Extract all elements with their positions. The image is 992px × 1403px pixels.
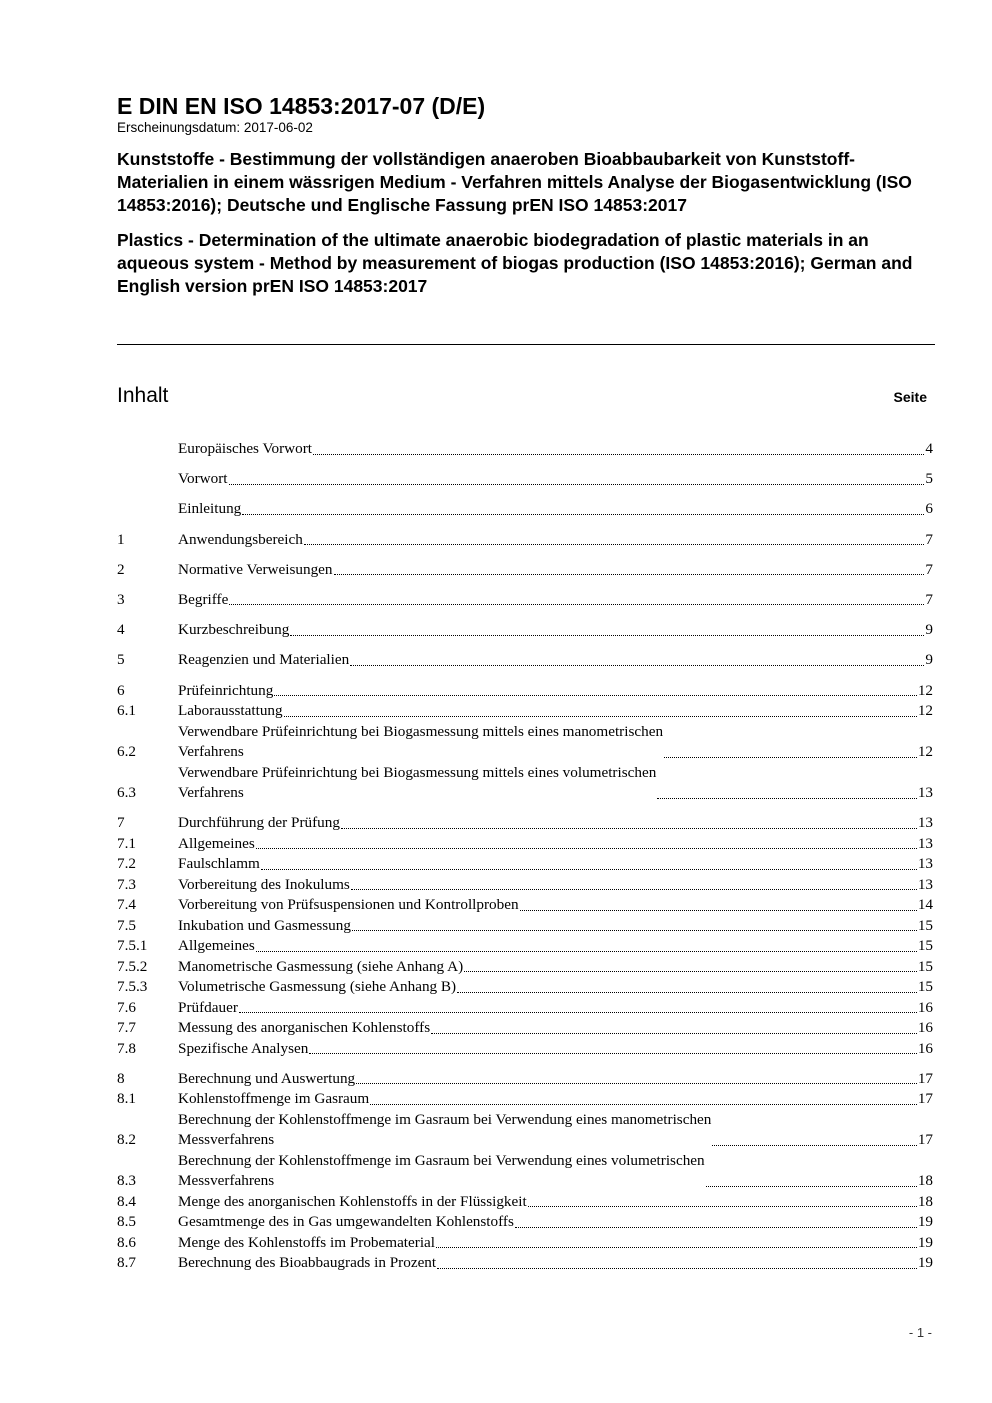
toc-entry-page: 19 [917, 1213, 933, 1231]
toc-entry-label: Berechnung der Kohlenstoffmenge im Gasraum bei Verwendung eines volumetrischen Messverfahrens [178, 1151, 705, 1190]
toc-entry[interactable] [117, 1253, 933, 1274]
toc-entry-page: 14 [917, 896, 933, 914]
toc-entry-number: 8.3 [117, 1172, 136, 1190]
toc-entry-page: 19 [917, 1254, 933, 1272]
toc-entry-label: Anwendungsbereich [178, 530, 303, 548]
toc-entry-label: Vorwort [178, 470, 228, 488]
toc-entry[interactable] [117, 1069, 933, 1090]
toc-entry[interactable] [117, 1151, 933, 1192]
toc-leader-dots [352, 930, 917, 931]
toc-entry-page: 12 [917, 681, 933, 699]
toc-leader-dots [464, 971, 917, 972]
toc-entry-label: Faulschlamm [178, 855, 260, 873]
toc-leader-dots [657, 798, 917, 799]
toc-entry-label-wrap [178, 763, 918, 804]
toc-entry[interactable] [117, 499, 933, 520]
toc-entry-label: Durchführung der Prüfung [178, 814, 340, 832]
toc-entry-number: 7.2 [117, 855, 136, 873]
toc-entry-number: 7.6 [117, 998, 136, 1016]
toc-entry-number: 8 [117, 1069, 125, 1087]
toc-leader-dots [437, 1268, 917, 1269]
toc-entry-number: 8.1 [117, 1090, 136, 1108]
table-of-contents [117, 439, 933, 1274]
title-english: Plastics - Determination of the ultimate anaerobic biodegradation of plastic materials in an aqueous system - Method by measurement of biogas production (ISO 14853:2016); German and English version prEN ISO 14853:2017 [117, 230, 913, 296]
toc-entry-label: Vorbereitung von Prüfsuspensionen und Kontrollproben [178, 896, 519, 914]
toc-entry-label-wrap [178, 998, 918, 1019]
toc-entry-label-wrap [178, 560, 925, 581]
toc-entry-number: 7.5.2 [117, 957, 148, 975]
toc-entry-page: 13 [917, 855, 933, 873]
toc-entry-number: 6.2 [117, 743, 136, 760]
toc-leader-dots [436, 1247, 917, 1248]
toc-entry[interactable] [117, 1233, 933, 1254]
toc-entry-page: 18 [917, 1172, 933, 1190]
toc-entry[interactable] [117, 1018, 933, 1039]
toc-entry-page: 17 [917, 1090, 933, 1108]
toc-entry-label: Prüfdauer [178, 998, 238, 1016]
toc-leader-dots [261, 869, 917, 870]
toc-entry-page: 16 [917, 1019, 933, 1037]
toc-entry[interactable] [117, 722, 933, 763]
toc-entry-number: 8.5 [117, 1213, 136, 1231]
toc-entry-label-wrap [178, 1212, 918, 1233]
toc-entry-label-wrap [178, 1089, 918, 1110]
toc-entry-number: 5 [117, 651, 125, 669]
toc-entry[interactable] [117, 681, 933, 702]
toc-entry[interactable] [117, 701, 933, 722]
toc-entry-label: Inkubation und Gasmessung [178, 916, 351, 934]
toc-leader-dots [350, 665, 924, 666]
toc-entry-label: Manometrische Gasmessung (siehe Anhang A) [178, 957, 464, 975]
toc-entry-label-wrap [178, 439, 925, 460]
toc-entry[interactable] [117, 875, 933, 896]
toc-entry-number: 4 [117, 621, 125, 639]
toc-entry-label: Allgemeines [178, 937, 255, 955]
toc-entry-label: Messung des anorganischen Kohlenstoffs [178, 1019, 431, 1037]
toc-heading-row [117, 384, 927, 408]
toc-entry[interactable] [117, 1110, 933, 1151]
toc-entry-number: 7.4 [117, 896, 136, 914]
toc-leader-dots [520, 910, 917, 911]
toc-entry-label: Gesamtmenge des in Gas umgewandelten Kohlenstoffs [178, 1213, 514, 1231]
toc-entry-page: 13 [917, 875, 933, 893]
toc-entry-label: Volumetrische Gasmessung (siehe Anhang B) [178, 978, 457, 996]
toc-entry[interactable] [117, 895, 933, 916]
toc-entry-label-wrap [178, 701, 918, 722]
toc-entry-label-wrap [178, 620, 925, 641]
toc-leader-dots [356, 1083, 917, 1084]
toc-leader-dots [256, 848, 917, 849]
toc-leader-dots [528, 1206, 917, 1207]
toc-entry-number: 6.1 [117, 702, 136, 719]
toc-entry[interactable] [117, 763, 933, 804]
toc-entry-label-wrap [178, 936, 918, 957]
toc-entry-page: 13 [917, 834, 933, 852]
toc-entry-number: 3 [117, 590, 125, 608]
toc-entry-label: Verwendbare Prüfeinrichtung bei Biogasmessung mittels eines volumetrischen Verfahrens [178, 763, 657, 801]
toc-leader-dots [457, 992, 917, 993]
toc-entry-page: 15 [917, 937, 933, 955]
toc-entry-page: 15 [917, 978, 933, 996]
toc-entry-label-wrap [178, 1151, 918, 1192]
toc-entry-label: Einleitung [178, 500, 242, 518]
toc-leader-dots [431, 1033, 917, 1034]
toc-entry-page: 19 [917, 1233, 933, 1251]
toc-entry-page: 18 [917, 1192, 933, 1210]
toc-entry-page: 7 [925, 530, 933, 548]
toc-entry-label-wrap [178, 875, 918, 896]
toc-entry-page: 5 [925, 470, 933, 488]
toc-entry[interactable] [117, 977, 933, 998]
toc-entry-label-wrap [178, 1039, 918, 1060]
toc-entry-label-wrap [178, 681, 918, 702]
toc-entry-label: Prüfeinrichtung [178, 681, 274, 699]
toc-entry-label: Normative Verweisungen [178, 560, 333, 578]
toc-entry-label-wrap [178, 854, 918, 875]
toc-entry[interactable] [117, 834, 933, 855]
toc-entry-page: 7 [925, 560, 933, 578]
toc-leader-dots [242, 514, 924, 515]
toc-entry-number: 7.7 [117, 1019, 136, 1037]
toc-entry-label-wrap [178, 499, 925, 520]
toc-entry-label-wrap [178, 722, 918, 763]
toc-leader-dots [515, 1227, 917, 1228]
toc-leader-dots [334, 574, 925, 575]
toc-entry-label-wrap [178, 977, 918, 998]
toc-entry-label: Verwendbare Prüfeinrichtung bei Biogasmessung mittels eines manometrischen Verfahrens [178, 722, 664, 760]
toc-entry-number: 6.3 [117, 784, 136, 801]
toc-entry-number: 1 [117, 530, 125, 548]
toc-entry-page: 17 [917, 1131, 933, 1149]
toc-entry[interactable] [117, 1192, 933, 1213]
toc-entry-label-wrap [178, 916, 918, 937]
toc-entry-page: 13 [917, 814, 933, 832]
toc-leader-dots [284, 716, 917, 717]
toc-entry[interactable] [117, 439, 933, 460]
toc-entry-number: 6 [117, 681, 125, 699]
toc-entry-page: 12 [917, 702, 933, 719]
toc-entry-page: 4 [925, 440, 933, 457]
toc-leader-dots [712, 1145, 916, 1146]
toc-entry-label-wrap [178, 1110, 918, 1151]
toc-entry-label-wrap [178, 590, 925, 611]
toc-leader-dots [664, 757, 917, 758]
toc-entry-page: 16 [917, 1039, 933, 1057]
toc-entry-label-wrap [178, 530, 925, 551]
toc-entry[interactable] [117, 998, 933, 1019]
toc-entry[interactable] [117, 1039, 933, 1060]
toc-page-label: Seite [893, 389, 927, 405]
toc-leader-dots [706, 1186, 917, 1187]
toc-entry-label-wrap [178, 1069, 918, 1090]
toc-entry-page: 9 [925, 651, 933, 669]
toc-entry-label: Allgemeines [178, 834, 255, 852]
toc-entry[interactable] [117, 469, 933, 490]
toc-entry-number: 7.1 [117, 834, 136, 852]
toc-entry-label-wrap [178, 813, 918, 834]
toc-entry-page: 17 [917, 1069, 933, 1087]
header-divider [117, 344, 935, 345]
toc-leader-dots [341, 828, 917, 829]
toc-leader-dots [313, 454, 924, 455]
toc-leader-dots [351, 889, 917, 890]
toc-entry-page: 7 [925, 590, 933, 608]
toc-leader-dots [229, 484, 925, 485]
toc-entry-label-wrap [178, 834, 918, 855]
toc-entry-number: 8.2 [117, 1131, 136, 1149]
toc-entry-number: 7.5.3 [117, 978, 148, 996]
toc-entry-page: 12 [917, 743, 933, 760]
toc-entry[interactable] [117, 957, 933, 978]
toc-leader-dots [290, 635, 924, 636]
publication-date: Erscheinungsdatum: 2017-06-02 [117, 120, 313, 135]
toc-entry-page: 9 [925, 621, 933, 639]
toc-leader-dots [239, 1012, 917, 1013]
toc-entry-label: Spezifische Analysen [178, 1039, 309, 1057]
toc-entry-label: Reagenzien und Materialien [178, 651, 350, 669]
toc-entry[interactable] [117, 530, 933, 551]
toc-entry[interactable] [117, 854, 933, 875]
toc-entry-label-wrap [178, 957, 918, 978]
toc-entry-label: Menge des anorganischen Kohlenstoffs in der Flüssigkeit [178, 1192, 527, 1210]
toc-entry-page: 16 [917, 998, 933, 1016]
toc-entry-label-wrap [178, 895, 918, 916]
toc-entry-number: 8.7 [117, 1254, 136, 1272]
toc-entry[interactable] [117, 560, 933, 581]
toc-entry[interactable] [117, 650, 933, 671]
toc-entry-label: Kurzbeschreibung [178, 621, 290, 639]
toc-entry[interactable] [117, 1212, 933, 1233]
document-id: E DIN EN ISO 14853:2017-07 (D/E) [117, 93, 486, 119]
toc-leader-dots [370, 1104, 917, 1105]
toc-title: Inhalt [117, 384, 169, 407]
page-number: - 1 - [908, 1325, 932, 1340]
title-german: Kunststoffe - Bestimmung der vollständigen anaeroben Bioabbaubarkeit von Kunststoff-Materialien in einem wässrigen Medium - Verfahren mittels Analyse der Biogasentwicklung (ISO 14853:2016); Deutsche und Englische Fassung prEN ISO 14853:2017 [117, 149, 912, 215]
toc-leader-dots [309, 1053, 916, 1054]
toc-entry-label: Kohlenstoffmenge im Gasraum [178, 1090, 370, 1108]
toc-entry-number: 7.3 [117, 875, 136, 893]
toc-entry-label: Begriffe [178, 590, 229, 608]
toc-entry-page: 15 [917, 916, 933, 934]
toc-leader-dots [229, 604, 924, 605]
toc-entry[interactable] [117, 620, 933, 641]
toc-entry-label-wrap [178, 1253, 918, 1274]
toc-leader-dots [256, 951, 917, 952]
toc-entry-page: 15 [917, 957, 933, 975]
toc-entry-label-wrap [178, 1018, 918, 1039]
toc-entry-number: 7 [117, 814, 125, 832]
toc-entry-label-wrap [178, 469, 925, 490]
toc-entry-number: 7.5 [117, 916, 136, 934]
toc-entry-number: 2 [117, 560, 125, 578]
toc-entry-page: 6 [925, 500, 933, 518]
toc-entry-label: Laborausstattung [178, 702, 283, 719]
toc-leader-dots [274, 695, 916, 696]
toc-entry-number: 8.6 [117, 1233, 136, 1251]
toc-entry-label: Menge des Kohlenstoffs im Probematerial [178, 1233, 436, 1251]
toc-entry-label: Europäisches Vorwort [178, 440, 312, 457]
toc-entry[interactable] [117, 590, 933, 611]
toc-entry-number: 7.5.1 [117, 937, 148, 955]
document-header [117, 92, 935, 298]
toc-entry-label: Berechnung des Bioabbaugrads in Prozent [178, 1254, 437, 1272]
toc-entry[interactable] [117, 813, 933, 834]
toc-entry-label-wrap [178, 650, 925, 671]
toc-entry[interactable] [117, 916, 933, 937]
toc-entry[interactable] [117, 1089, 933, 1110]
toc-entry-label: Berechnung der Kohlenstoffmenge im Gasraum bei Verwendung eines manometrischen Messverfahrens [178, 1110, 712, 1149]
toc-entry-label-wrap [178, 1192, 918, 1213]
toc-entry[interactable] [117, 936, 933, 957]
toc-entry-number: 8.4 [117, 1192, 136, 1210]
toc-leader-dots [304, 544, 925, 545]
toc-entry-label-wrap [178, 1233, 918, 1254]
toc-entry-label: Berechnung und Auswertung [178, 1069, 356, 1087]
toc-entry-label: Vorbereitung des Inokulums [178, 875, 350, 893]
toc-entry-page: 13 [917, 784, 933, 801]
toc-entry-number: 7.8 [117, 1039, 136, 1057]
